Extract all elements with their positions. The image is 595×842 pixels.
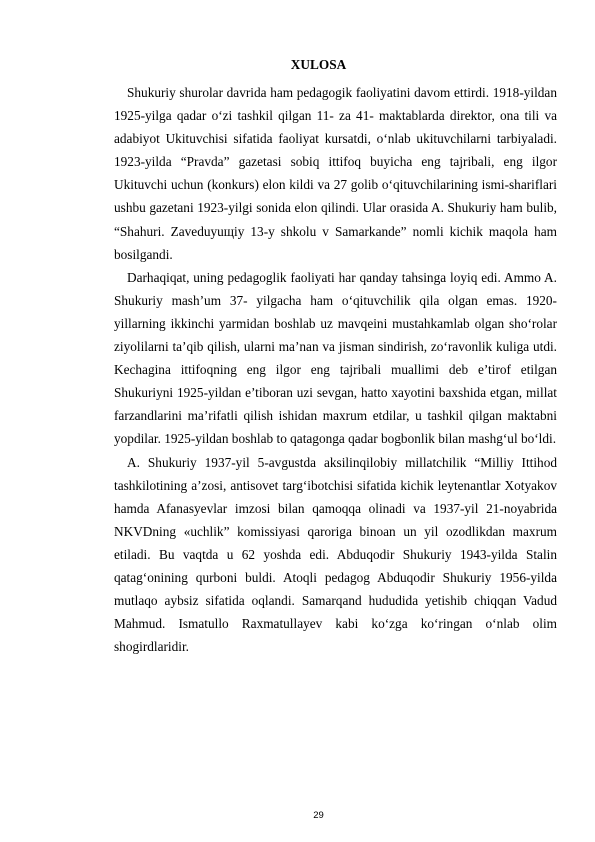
- paragraph-3: A. Shukuriy 1937-yil 5-avgustda aksilinqilobiy millatchilik “Milliy Ittihod tashkilotining a’zosi, antisovet targ‘ibotchisi sifatida kichik leytenantlar Xotyakov hamda Afanasyevlar imzosi bilan qamoqqa olinadi va 1937-yil 21-noyabrida NKVDning «uchlik” komissiyasi qaroriga binoan un yil ozodlikdan maxrum etiladi. Bu vaqtda u 62 yoshda edi. Abduqodir Shukuriy 1943-yilda Stalin qatag‘onining qurboni buldi. Atoqli pedagog Abduqodir Shukuriy 1956-yilda mutlaqo aybsiz sifatida oqlandi. Samarqand hududida yetishib chiqqan Vadud Mahmud. Ismatullo Raxmatullayev kabi ko‘zga ko‘ringan o‘nlab olim shogirdlaridir.: [114, 454, 557, 655]
- page-number: 29: [313, 810, 324, 821]
- document-title: XULOSA: [290, 57, 347, 72]
- paragraph-2: Darhaqiqat, uning pedagoglik faoliyati har qanday tahsinga loyiq edi. Ammo A. Shukuriy mash’um 37- yilgacha ham o‘qituvchilik qila olgan emas. 1920-yillarning ikkinchi yarmidan boshlab uz mavqeini mustahkamlab olgan sho‘rolar ziyolilarni ta’qib qilish, ularni ma’nan va jisman sindirish, zo‘ravonlik kuliga utdi. Kechagina ittifoqning eng ilgor eng tajribali muallimi deb e’tirof etilgan Shukuriyni 1925-yildan e’tiboran uzi sevgan, hatto xayotini baxshida etgan, millat farzandlarini ma’rifatli qilish ishidan maxrum etdilar, u tashkil qilgan maktabni yopdilar. 1925-yildan boshlab to qatagonga qadar bogbonlik bilan mashg‘ul bo‘ldi.: [114, 269, 557, 447]
- body-text: [114, 81, 557, 658]
- paragraph-1: Shukuriy shurolar davrida ham pedagogik faoliyatini davom ettirdi. 1918-yildan 1925-yilga qadar o‘zi tashkil qilgan 11- za 41- maktablarda direktor, ona tili va adabiyot Ukituvchisi sifatida faoliyat kursatdi, o‘nlab ukituvchilarni tarbiyaladi. 1923-yilda “Pravda” gazetasi sobiq ittifoq buyicha eng tajribali, eng ilgor Ukituvchi uchun (konkurs) elon kildi va 27 golib o‘qituvchilarining ismi-shariflari ushbu gazetani 1923-yilgi sonida elon qilindi. Ular orasida A. Shukuriy ham bulib, “Shahuri. Zaveduyuщiy 13-y shkolu v Samarkande” nomli kichik maqola ham bosilgandi.: [114, 85, 557, 262]
